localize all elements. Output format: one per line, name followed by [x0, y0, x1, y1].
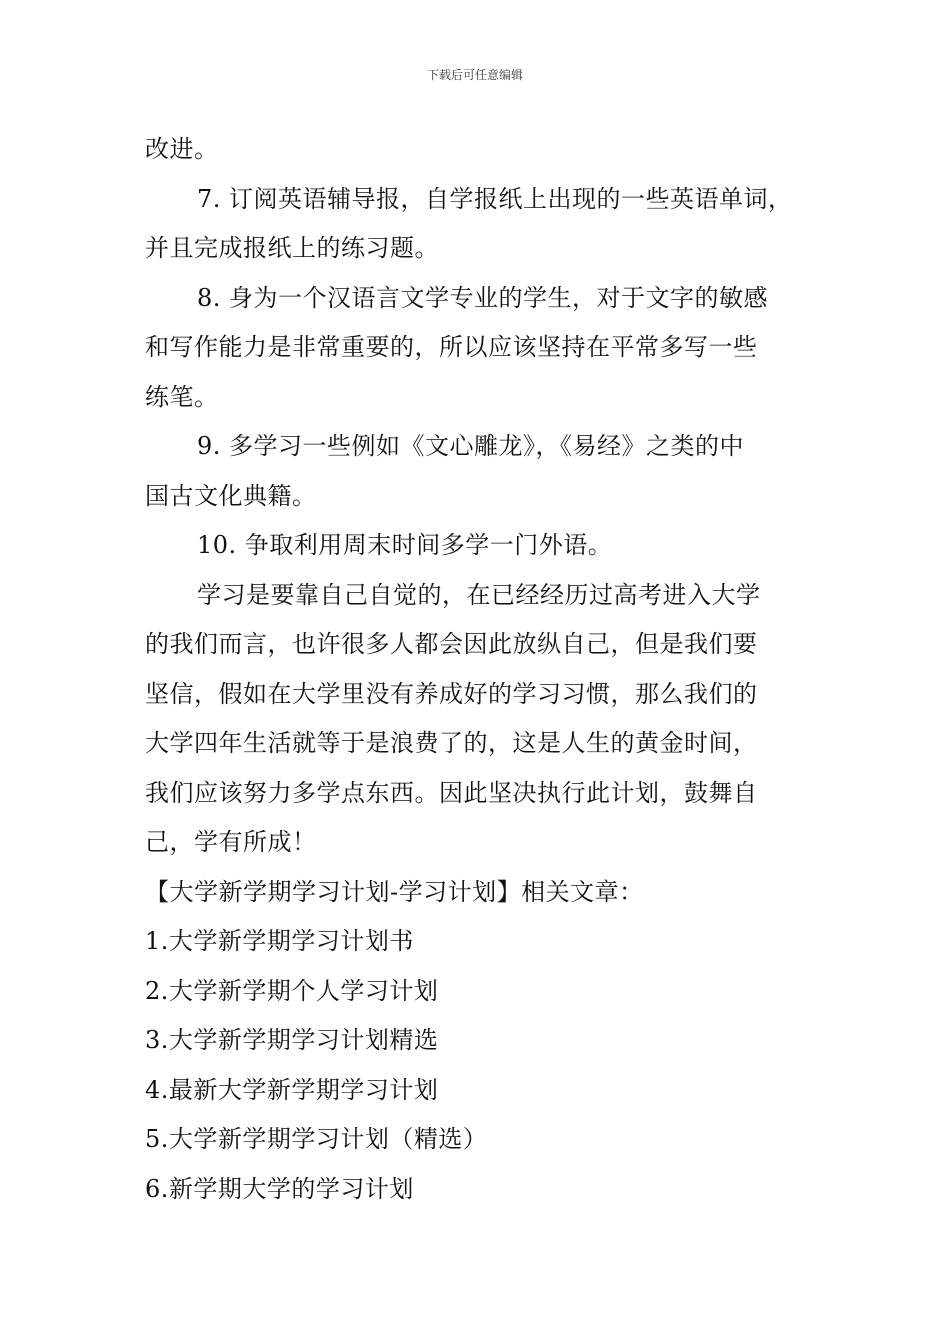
text-line: 我们应该努力多学点东西。因此坚决执行此计划，鼓舞自: [145, 778, 758, 807]
related-article-link[interactable]: 5.大学新学期学习计划（精选）: [145, 1125, 488, 1153]
related-article-link[interactable]: 6.新学期大学的学习计划: [145, 1174, 414, 1203]
paragraph-start: 学习是要靠自己自觉的，在已经经历过高考进入大学: [197, 580, 761, 609]
related-article-link[interactable]: 2.大学新学期个人学习计划: [145, 976, 439, 1005]
text-line: 练笔。: [145, 382, 219, 411]
related-article-link[interactable]: 3.大学新学期学习计划精选: [145, 1026, 439, 1054]
list-item-9: 9. 多学习一些例如《文心雕龙》，《易经》之类的中: [197, 432, 745, 460]
related-article-link[interactable]: 4.最新大学新学期学习计划: [145, 1075, 439, 1104]
list-item-8: 8. 身为一个汉语言文学专业的学生，对于文字的敏感: [197, 283, 769, 312]
text-line: 坚信，假如在大学里没有养成好的学习习惯，那么我们的: [145, 679, 758, 708]
related-articles-heading: 【大学新学期学习计划-学习计划】相关文章：: [145, 877, 644, 906]
list-item-7: 7. 订阅英语辅导报，自学报纸上出现的一些英语单词，: [197, 184, 793, 213]
list-item-10: 10. 争取利用周末时间多学一门外语。: [197, 531, 613, 559]
text-line: 己，学有所成！: [145, 828, 317, 856]
text-line: 的我们而言，也许很多人都会因此放纵自己，但是我们要: [145, 630, 758, 658]
text-line: 改进。: [145, 135, 219, 163]
related-article-link[interactable]: 1.大学新学期学习计划书: [145, 927, 414, 955]
document-body: [145, 125, 815, 1214]
text-line: 并且完成报纸上的练习题。: [145, 234, 439, 262]
text-line: 国古文化典籍。: [145, 481, 317, 510]
page-header: 下载后可任意编辑: [426, 68, 523, 82]
text-line: 和写作能力是非常重要的，所以应该坚持在平常多写一些: [145, 333, 758, 361]
text-line: 大学四年生活就等于是浪费了的，这是人生的黄金时间，: [145, 729, 758, 757]
